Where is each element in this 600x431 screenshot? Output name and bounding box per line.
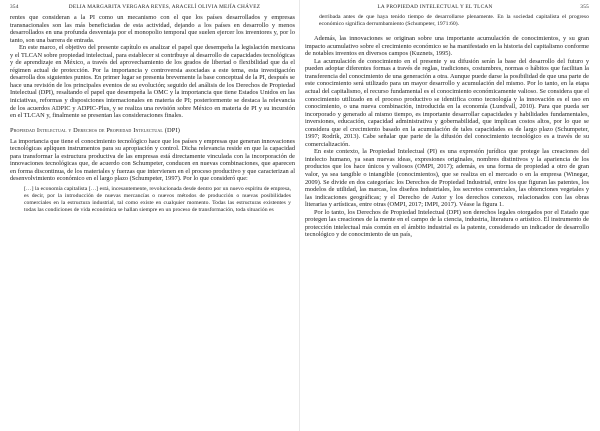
- left-page: [10, 0, 295, 431]
- right-page-body: [305, 14, 589, 239]
- page-number: 354: [10, 4, 19, 10]
- paragraph: Además, las innovaciones se originan sobre una importante acumulación de conocimientos, y su gran impacto acumulativo sobre el crecimiento económico se ha manifestado en la historia del capitalismo conforme de notables inventos en diversos campos (Kuznets, 1995).: [305, 35, 589, 58]
- paragraph: rentes que consideran a la PI como un mecanismo con el que los países desarrollados y empresas transnacionales son las más beneficiadas de esta actividad, dejando a los países en desarrollo y menos desarrollados en una profunda desventaja por el monopolio temporal que suelen ejercer los inventores y, por lo tanto, son una barrera de entrada.: [10, 14, 295, 44]
- block-quote: […] la economía capitalista […] está, incesantemente, revolucionada desde dentro por un nuevo espíritu de empresa, es decir, por la introducción de nuevas mercancías o nuevos métodos de producción o nuevas posibilidades comerciales en la estructura industrial, tal como existe en cualquier momento. Todas las estructuras existentes y todas las condiciones de vida económica se hallan siempre en un proceso de transformación, toda situación es: [24, 186, 291, 213]
- paragraph: En este contexto, la Propiedad Intelectual (PI) es una expresión jurídica que protege las creaciones del intelecto humano, ya sean nuevas ideas, expresiones originales, nombres distintivos y la apariencia de los productos que los hace únicos y valiosos (OMPI, 2017); además, es una forma de propiedad a otro de gran valor, ya sea tangible o intangible (conocimientos), que se realiza en el mercado o en la empresa (Winegar, 2009). Se divide en dos categorías: los Derechos de Propiedad Industrial, entre los que figuran las patentes, los modelos de utilidad, las marcas, los diseños industriales, los secretos comerciales, las obtenciones vegetales y las indicaciones geográficas; y el Derecho de Autor y los derechos conexos, relacionados con las obras literarias y artísticas, entre otras (OMPI, 2017; IMPI, 2017). Véase la figura 1.: [305, 148, 589, 209]
- page-number: 355: [580, 4, 589, 10]
- running-head-left: [10, 4, 295, 12]
- running-head-title: LA PROPIEDAD INTELECTUAL Y EL TLCAN: [377, 4, 493, 10]
- block-quote-continued: derribada antes de que haya tenido tiempo de desarrollarse plenamente. En la sociedad capitalista el progreso económico significa derrumbamiento (Schumpeter, 1971:60).: [319, 14, 589, 27]
- gutter-divider: [299, 0, 300, 431]
- section-heading: Propiedad Intelectual y Derechos de Propiedad Intelectual (DPI): [10, 127, 181, 135]
- paragraph: La importancia que tiene el conocimiento tecnológico hace que los países y empresas que generan innovaciones tecnológicas apliquen instrumentos para su apropiación y control. Dicha relevancia reside en que la capacidad para transformar la estructura productiva de las empresas está directamente vinculada con la incorporación de innovaciones tecnológicas que, de acuerdo con Schumpeter, conducen en nuevas combinaciones, que aparecen en forma discontinua, de los materiales y fuerzas que intervienen en el proceso productivo y que caracterizan al desenvolvimiento económico en el largo plazo (Schumpeter, 1997). Por lo que consideró que:: [10, 137, 295, 183]
- running-head-authors: DELIA MARGARITA VERGARA REYES, ARACELÍ OLIVIA MEJÍA CHÁVEZ: [68, 4, 261, 10]
- left-page-body: [10, 14, 295, 213]
- running-head-right: [305, 4, 589, 12]
- paragraph: Por lo tanto, los Derechos de Propiedad Intelectual (DPI) son derechos legales otorgados por el Estado que protegen las creaciones de la mente en el campo de la ciencia, industria, literatura o artístico. El instrumento de protección intelectual más común en el ámbito industrial es la patente, considerado un indicador de desarrollo tecnológico y de conocimiento de un país,: [305, 208, 589, 239]
- right-page: [305, 0, 589, 431]
- paragraph: La acumulación de conocimiento en el presente y su difusión serán la base del desarrollo del futuro y pueden adoptar diferentes formas a través de reglas, tradiciones, costumbres, normas o hábitos que facilitan la transferencia del conocimiento de una generación a otra. Aunque puede darse la posibilidad de que una parte de este conocimiento será utilizado para un mayor desarrollo y acumulación del mismo. Por lo tanto, en la etapa actual del capitalismo, el recurso fundamental es el conocimiento económicamente valioso. Se considera que el conocimiento utilizado en el proceso productivo se identifica como tecnología y la innovación es el uso en conocimiento, o una nueva combinación, introducida en la economía (Lundvall, 2010). Para que pueda ser incorporado y generado al mismo tiempo, es importante desarrollar capacidades y habilidades fundamentales, inversiones, educación, capacidad administrativa y gobernabilidad, que implican costos altos, por lo que se considera que el crecimiento basado en la acumulación de tales capacidades es de largo plazo (Schumpeter, 1997; Rodrik, 2013). Cabe señalar que parte de la difusión del conocimiento tecnológico es a través de su comercialización.: [305, 57, 589, 148]
- paragraph: En este marco, el objetivo del presente capítulo es analizar el papel que desempeña la legislación mexicana y el TLCAN sobre propiedad intelectual, para establecer si contribuye al desarrollo de capacidades tecnológicas y de aprendizaje en México, a través del aprovechamiento de los grados de libertad o flexibilidad que da el régimen actual de protección. Por la importancia y controversia asociadas a este tema, esta investigación desarrolla dos siguientes puntos. En primer lugar se presenta brevemente la base conceptual de la PI, después se hace una revisión de los principales eventos de su evolución; seguido del análisis de los Derechos de Propiedad Intelectual (DPI), resaltando el papel que desempeña la OMC y la importancia que tiene Estados Unidos en las iniciativas, reformas y disposiciones internacionales en materia de PI; posteriormente se destaca la relevancia de los acuerdos ADPIC y ADPIC-Plus, y se realiza una revisión sobre México en materia de PI y su incursión en el TLCAN y, finalmente se presentan las consideraciones finales.: [10, 44, 295, 120]
